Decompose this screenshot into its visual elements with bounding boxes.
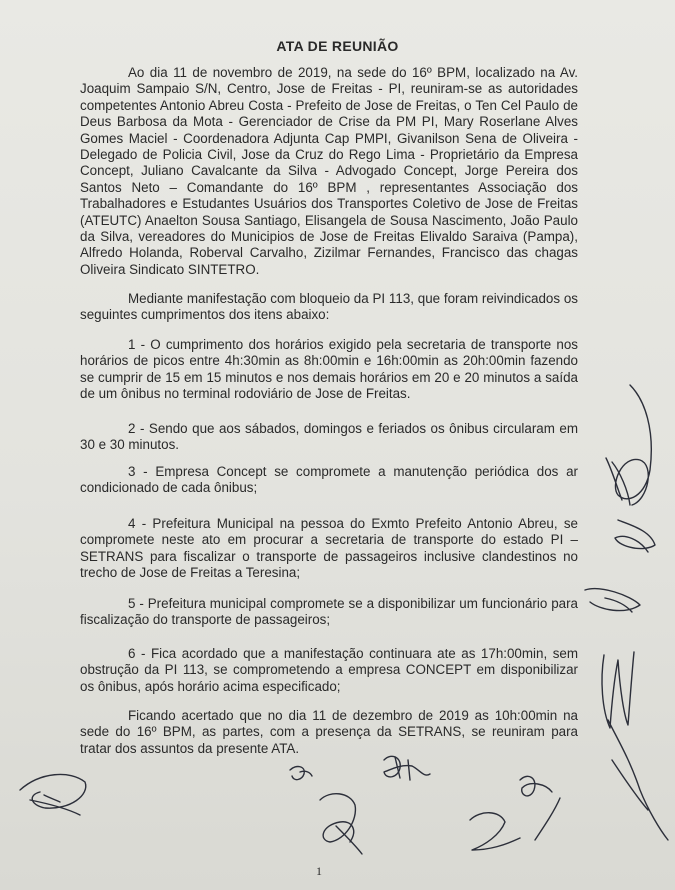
signature-mark — [30, 795, 80, 815]
page-number: 1 — [316, 864, 322, 878]
signature-mark — [606, 458, 630, 505]
list-item: 1 - O cumprimento dos horários exigido pela secretaria de transporte nos horários de picos entre 4h:30min as 8h:00min e 16h:00min as 20h:00min fazendo se cumprir de 15 em 15 minutos e nos demais horários em 20 e 20 minutos a saída de um ônibus no terminal rodoviário de Jose de Freitas. — [80, 337, 578, 402]
manifestation-paragraph: Mediante manifestação com bloqueio da PI 113, que foram reivindicados os seguintes cumprimentos dos itens abaixo: — [80, 291, 578, 323]
signature-mark — [535, 798, 560, 840]
signature-mark — [470, 813, 520, 850]
signature-mark — [585, 589, 640, 612]
signature-mark — [20, 774, 86, 808]
intro-paragraph: Ao dia 11 de novembro de 2019, na sede do 16º BPM, localizado na Av. Joaquim Sampaio S/N, Centro, Jose de Freitas - PI, reuniram-se as autoridades competentes Antonio Abreu Costa - Prefeito de Jose de Freitas, o Ten Cel Paulo de Deus Barbosa da Mota - Gerenciador de Crise da PM PI, Mary Roserlane Alves Gomes Maciel - Coordenadora Adjunta Cap PMPI, Givanilson Sena de Oliveira - Delegado de Policia Civil, Jose da Cruz do Rego Lima - Proprietário da Empresa Concept, Juliano Cavalcante da Silva - Advogado Concept, Jorge Pereira dos Santos Neto – Comandante do 16º BPM , representantes Associação dos Trabalhadores e Estudantes Usuários dos Transportes Coletivo de Jose de Freitas (ATEUTC) Anaelton Sousa Santiago, Elisangela de Sousa Nascimento, João Paulo da Silva, vereadores do Municipios de Jose de Freitas Elivaldo Saraiva (Pampa), Alfredo Holanda, Roberval Carvalho, Zizilmar Fernandes, Francisco das chagas Oliveira Sindicato SINTETRO. — [80, 65, 578, 277]
list-item: 6 - Fica acordado que a manifestação continuara ate as 17h:00min, sem obstrução da PI 113, se comprometendo a empresa CONCEPT em disponibilizar os ônibus, após horário acima especificado; — [80, 646, 578, 694]
list-item: 2 - Sendo que aos sábados, domingos e feriados os ônibus circularam em 30 e 30 minutos. — [80, 421, 578, 453]
closing-paragraph: Ficando acertado que no dia 11 de dezembro de 2019 as 10h:00min na sede do 16º BPM, as partes, com a presença da SETRANS, se reuniram para tratar dos assuntos da presente ATA. — [80, 708, 578, 756]
signature-mark — [615, 520, 655, 552]
list-item: 5 - Prefeitura municipal compromete se a disponibilizar um funcionário para fiscalização do transporte de passageiros; — [80, 596, 578, 628]
signature-mark — [384, 756, 430, 777]
signature-mark — [290, 767, 312, 780]
signature-mark — [615, 385, 651, 505]
signature-mark — [602, 652, 634, 728]
list-item: 4 - Prefeitura Municipal na pessoa do Exmto Prefeito Antonio Abreu, se compromete neste ato em procurar a secretaria de transporte do estado PI – SETRANS para fiscalizar o transporte de passageiros inclusive clandestinos no trecho de Jose de Freitas a Teresina; — [80, 516, 578, 581]
signature-mark — [395, 757, 410, 780]
list-item: 3 - Empresa Concept se compromete a manutenção periódica dos ar condicionado de cada ônibus; — [80, 464, 578, 496]
signature-mark — [520, 776, 552, 796]
document-title: ATA DE REUNIÃO — [276, 38, 399, 54]
signature-mark — [320, 794, 355, 842]
signature-mark — [608, 720, 668, 840]
signature-mark — [336, 826, 362, 854]
